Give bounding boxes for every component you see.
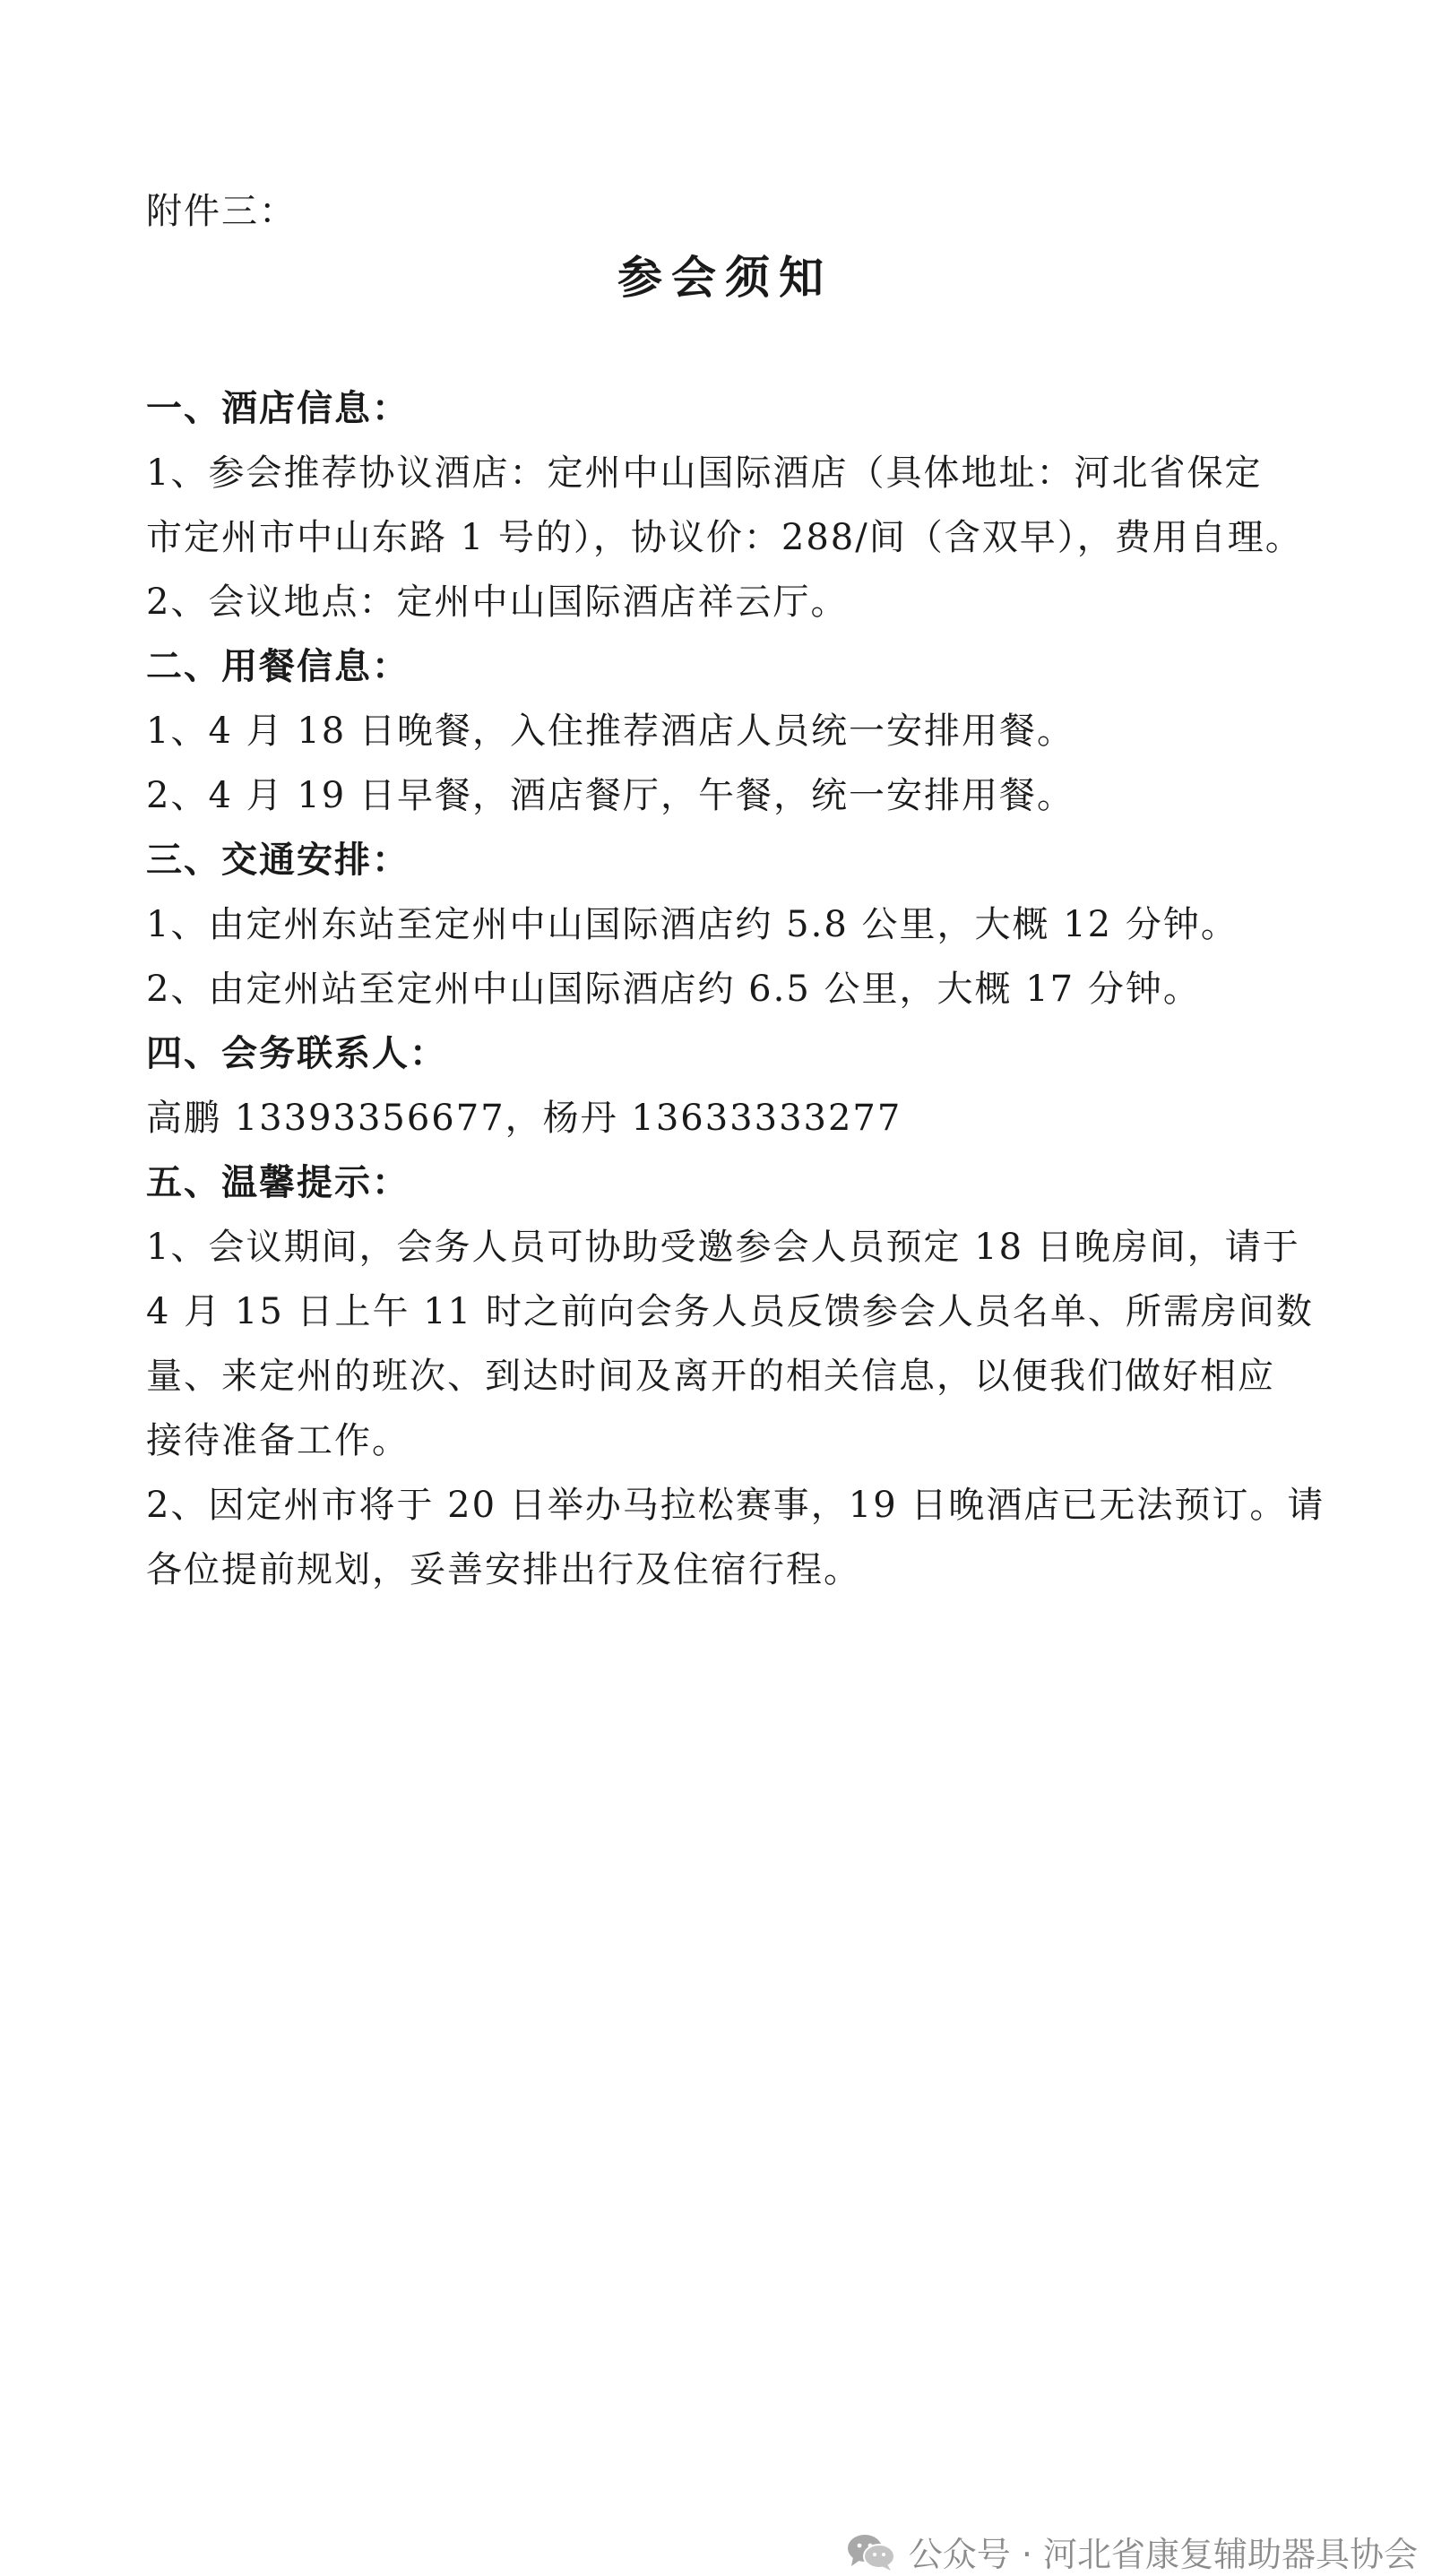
footer-text: 公众号 · 河北省康复辅助器具协会 (908, 2535, 1418, 2574)
section-heading-dining: 二、用餐信息： (146, 645, 410, 687)
paragraph-line: 1、由定州东站至定州中山国际酒店约 5.8 公里，大概 12 分钟。 (146, 904, 1239, 945)
paragraph-line: 2、4 月 19 日早餐，酒店餐厅，午餐，统一安排用餐。 (146, 775, 1075, 816)
wechat-icon (846, 2532, 896, 2572)
paragraph-line: 1、会议期间，会务人员可协助受邀参会人员预定 18 日晚房间，请于 (146, 1227, 1300, 1268)
paragraph-line: 接待准备工作。 (146, 1420, 410, 1461)
section-heading-tips: 五、温馨提示： (146, 1161, 410, 1203)
paragraph-line: 1、参会推荐协议酒店：定州中山国际酒店（具体地址：河北省保定 (146, 452, 1263, 494)
page-title: 参会须知 (617, 251, 833, 304)
document-body (146, 376, 1325, 1602)
section-heading-contacts: 四、会务联系人： (146, 1032, 447, 1074)
paragraph-line: 各位提前规划，妥善安排出行及住宿行程。 (146, 1549, 861, 1590)
paragraph-line: 2、会议地点：定州中山国际酒店祥云厅。 (146, 582, 849, 623)
contact-line: 高鹏 13393356677，杨丹 13633333277 (146, 1098, 902, 1139)
attachment-label: 附件三： (146, 191, 297, 232)
watermark-footer (846, 2527, 1418, 2576)
paragraph-line: 4 月 15 日上午 11 时之前向会务人员反馈参会人员名单、所需房间数 (146, 1291, 1314, 1332)
paragraph-line: 市定州市中山东路 1 号的），协议价：288/间（含双早），费用自理。 (146, 517, 1303, 558)
paragraph-line: 量、来定州的班次、到达时间及离开的相关信息，以便我们做好相应 (146, 1356, 1275, 1397)
paragraph-line: 2、由定州站至定州中山国际酒店约 6.5 公里，大概 17 分钟。 (146, 969, 1201, 1010)
section-heading-transport: 三、交通安排： (146, 839, 410, 881)
section-heading-hotel: 一、酒店信息： (146, 387, 410, 429)
paragraph-line: 1、4 月 18 日晚餐，入住推荐酒店人员统一安排用餐。 (146, 711, 1075, 752)
paragraph-line: 2、因定州市将于 20 日举办马拉松赛事，19 日晚酒店已无法预订。请 (146, 1485, 1325, 1526)
